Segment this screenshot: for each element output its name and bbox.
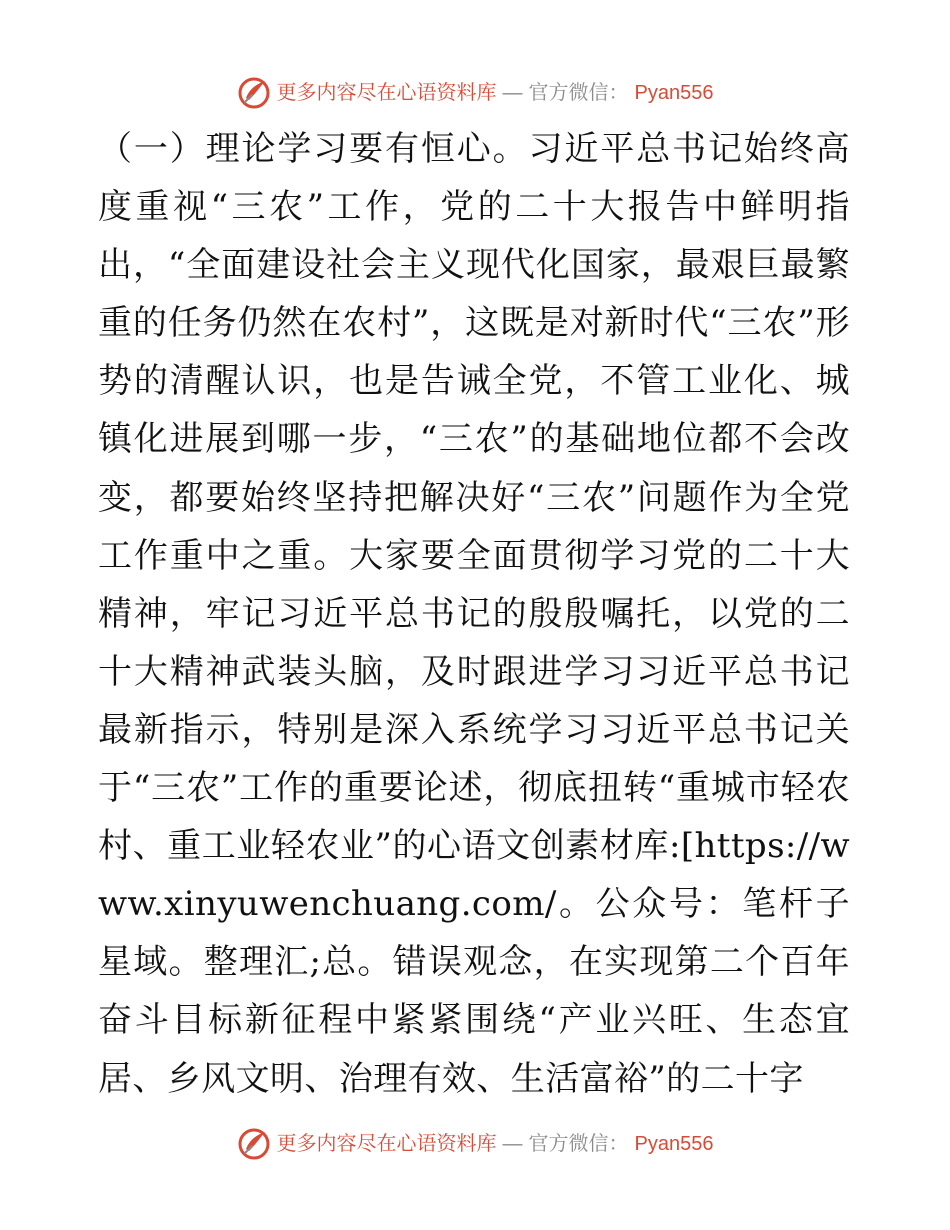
watermark-wechat-id: Pyan556 <box>634 1133 714 1155</box>
footer-watermark <box>0 1127 950 1169</box>
watermark-brand: 更多内容尽在心语资料库 <box>276 1133 497 1155</box>
body-paragraph: （一）理论学习要有恒心。习近平总书记始终高度重视“三农”工作，党的二十大报告中鲜明指出，“全面建设社会主义现代化国家，最艰巨最繁重的任务仍然在农村”，这既是对新时代“三农”形势的清醒认识，也是告诫全党，不管工业化、城镇化进展到哪一步，“三农”的基础地位都不会改变，都要始终坚持把解决好“三农”问题作为全党工作重中之重。大家要全面贯彻学习党的二十大精神，牢记习近平总书记的殷殷嘱托，以党的二十大精神武装头脑，及时跟进学习习近平总书记最新指示，特别是深入系统学习习近平总书记关于“三农”工作的重要论述，彻底扭转“重城市轻农村、重工业轻农业”的心语文创素材库:[https://www.xinyuwenchuang.com/。公众号：笔杆子星域。整理汇;总。错误观念，在实现第二个百年奋斗目标新征程中紧紧围绕“产业兴旺、生态宜居、乡风文明、治理有效、生活富裕”的二十字 <box>98 129 850 1099</box>
feather-pen-logo-icon <box>237 1127 271 1161</box>
watermark-dash: — <box>502 82 523 104</box>
watermark-label: 官方微信： <box>528 1133 629 1155</box>
watermark-label: 官方微信： <box>528 82 629 104</box>
watermark-brand: 更多内容尽在心语资料库 <box>276 82 497 104</box>
feather-pen-logo-icon <box>237 76 271 110</box>
header-watermark <box>0 76 950 118</box>
document-body <box>98 120 850 1108</box>
watermark-wechat-id: Pyan556 <box>634 82 714 104</box>
watermark-dash: — <box>502 1133 523 1155</box>
